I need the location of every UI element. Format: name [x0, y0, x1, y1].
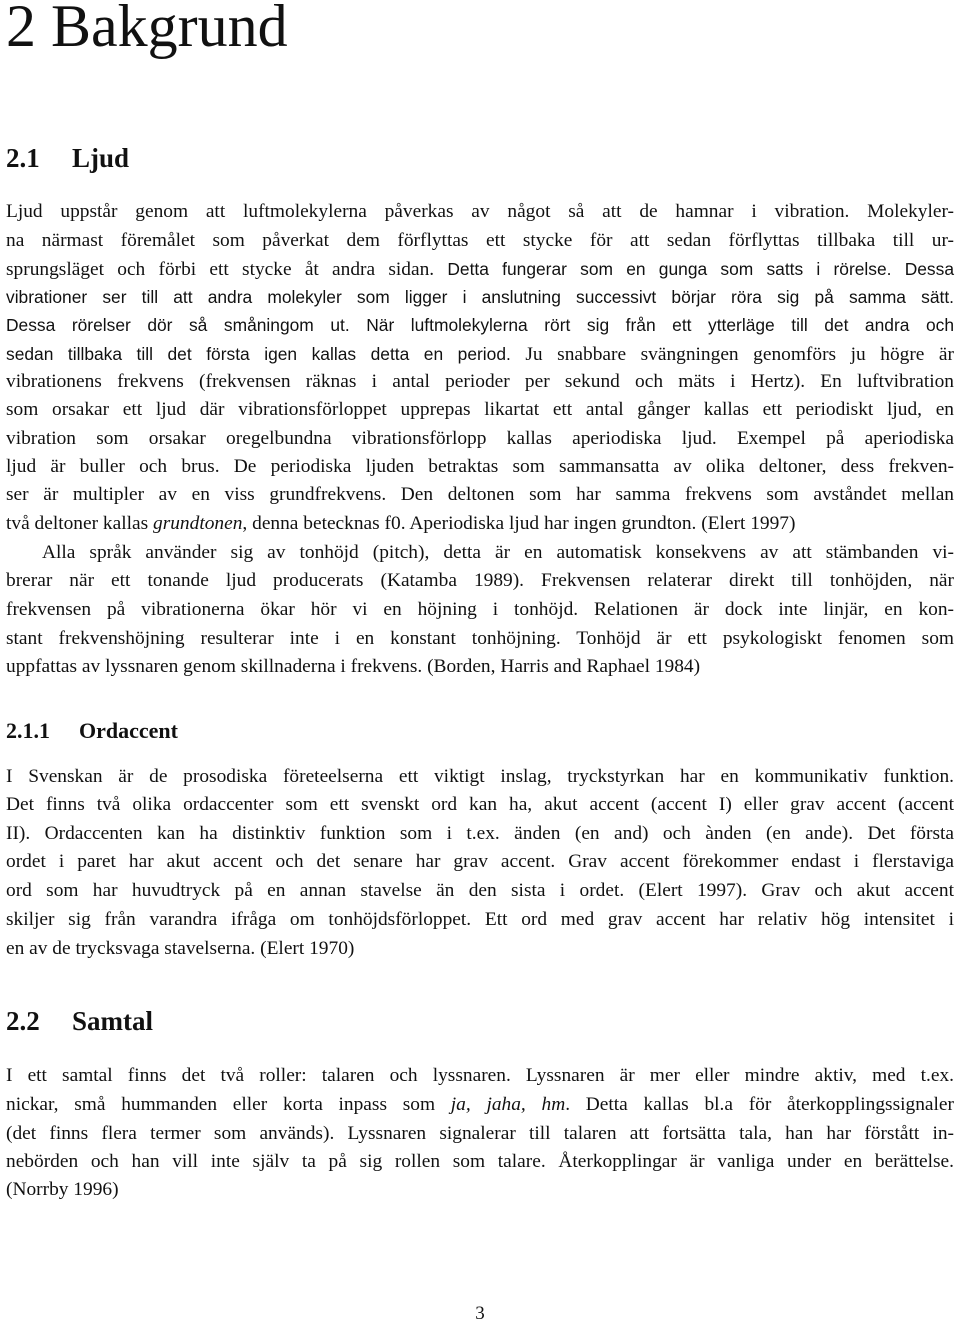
- section-title: Ljud: [72, 143, 130, 173]
- text-line: vibrationens frekvens (frekvensen räknas i antal perioder per sekund och mäts i Hertz). En luftvibration: [6, 371, 954, 392]
- text-segment: nickar, små hummanden eller korta inpass som: [6, 1094, 451, 1115]
- text-line: ljud är buller och brus. De periodiska ljuden betraktas som sammansatta av olika deltoner, dess frekven-: [6, 456, 954, 477]
- subsection-heading-ordaccent: [6, 717, 178, 745]
- text-segment: , denna betecknas f0. Aperiodiska ljud har ingen grundton. (Elert 1997): [242, 513, 796, 534]
- text-segment: två deltoner kallas: [6, 513, 153, 534]
- text-line: ser är multipler av en viss grundfrekvens. Den deltonen som har samma frekvens som avståndet mellan: [6, 484, 954, 505]
- text-line: [6, 1091, 954, 1119]
- section-number: 2.1: [6, 143, 40, 173]
- text-segment: Dessa rörelser dör så småningom ut.: [6, 315, 350, 335]
- page-number: 3: [475, 1303, 485, 1324]
- text-segment: . Detta kallas bl.a för återkopplingssignaler: [565, 1094, 954, 1115]
- text-line: [6, 255, 954, 283]
- text-segment: När luftmolekylerna rört sig från ett ytterläge till det andra och: [366, 315, 954, 335]
- text-line: [6, 510, 954, 538]
- text-line: na närmast föremålet som påverkat dem förflyttas ett stycke för att sedan förflyttas tillbaka till ur-: [6, 230, 954, 251]
- text-line: [6, 340, 954, 368]
- text-line: vibrationer ser till att andra molekyler som ligger i anslutning successivt börjar röra sig på samma sätt.: [6, 287, 954, 307]
- text-segment: Ju snabbare svängningen genomförs ju högre är: [510, 344, 954, 365]
- text-line: brerar när ett tonande ljud producerats (Katamba 1989). Frekvensen relaterar direkt till tonhöjden, när: [6, 570, 954, 591]
- text-line: Alla språk använder sig av tonhöjd (pitch), detta är en automatisk konsekvens av att stämbanden vi-: [42, 542, 954, 563]
- text-line: (Norrby 1996): [6, 1179, 119, 1200]
- italic-term: grundtonen: [153, 513, 243, 534]
- section-number: 2.2: [6, 1006, 40, 1036]
- text-segment: [350, 315, 367, 336]
- italic-examples: ja, jaha, hm: [450, 1094, 566, 1115]
- text-line: en av de trycksvaga stavelserna. (Elert 1970): [6, 938, 355, 959]
- text-line: [6, 311, 954, 339]
- text-line: Det finns två olika ordaccenter som ett svenskt ord kan ha, akut accent (accent I) eller grav accent (accent: [6, 794, 954, 815]
- text-line: stant frekvenshöjning resulterar inte i en konstant tonhöjning. Tonhöjd är ett psykologiskt fenomen som: [6, 628, 954, 649]
- text-line: som orsakar ett ljud där vibrationsförloppet upprepas likartat ett antal gånger kallas ett periodiskt ljud, en: [6, 399, 954, 420]
- subsection-number: 2.1.1: [6, 718, 50, 743]
- section-heading-ljud: [6, 142, 129, 174]
- text-line: vibration som orsakar oregelbundna vibrationsförlopp kallas aperiodiska ljud. Exempel på aperiodiska: [6, 428, 954, 449]
- text-line: uppfattas av lyssnaren genom skillnaderna i frekvens. (Borden, Harris and Raphael 1984): [6, 656, 701, 677]
- text-line: nebörden och han vill inte själv ta på sig rollen som talare. Återkopplingar är vanliga under en berättelse.: [6, 1151, 954, 1172]
- text-line: ord som har huvudtryck på en annan stavelse än den sista i ordet. (Elert 1997). Grav och akut accent: [6, 880, 954, 901]
- section-title: Samtal: [72, 1006, 153, 1036]
- text-segment: Detta fungerar som en gunga som satts i rörelse. Dessa: [447, 259, 954, 279]
- text-segment: sprungsläget och förbi ett stycke åt andra sidan.: [6, 259, 448, 280]
- text-segment: sedan tillbaka till det första igen kallas detta en period.: [6, 344, 511, 364]
- text-line: frekvensen på vibrationerna ökar hör vi en höjning i tonhöjd. Relationen är dock inte linjär, en kon-: [6, 599, 954, 620]
- text-line: (det finns flera termer som används). Lyssnaren signalerar till talaren att fortsätta tala, han har förstått in-: [6, 1123, 954, 1144]
- section-heading-samtal: [6, 1005, 153, 1037]
- text-line: I ett samtal finns det två roller: talaren och lyssnaren. Lyssnaren är mer eller mindre aktiv, med t.ex.: [6, 1065, 954, 1086]
- text-line: ordet i paret har akut accent och det senare har grav accent. Grav accent förekommer endast i flerstaviga: [6, 851, 954, 872]
- text-line: skiljer sig från varandra ifråga om tonhöjdsförloppet. Ett ord med grav accent har relativ hög intensitet i: [6, 909, 954, 930]
- text-line: II). Ordaccenten kan ha distinktiv funktion som i t.ex. änden (en and) och ànden (en ande). Det första: [6, 823, 954, 844]
- text-line: I Svenskan är de prosodiska företeelserna ett viktigt inslag, tryckstyrkan har en kommunikativ funktion.: [6, 766, 954, 787]
- text-line: Ljud uppstår genom att luftmolekylerna påverkas av något så att de hamnar i vibration. Molekyler-: [6, 201, 954, 222]
- chapter-title: 2 Bakgrund: [6, 0, 288, 59]
- subsection-title: Ordaccent: [79, 718, 178, 743]
